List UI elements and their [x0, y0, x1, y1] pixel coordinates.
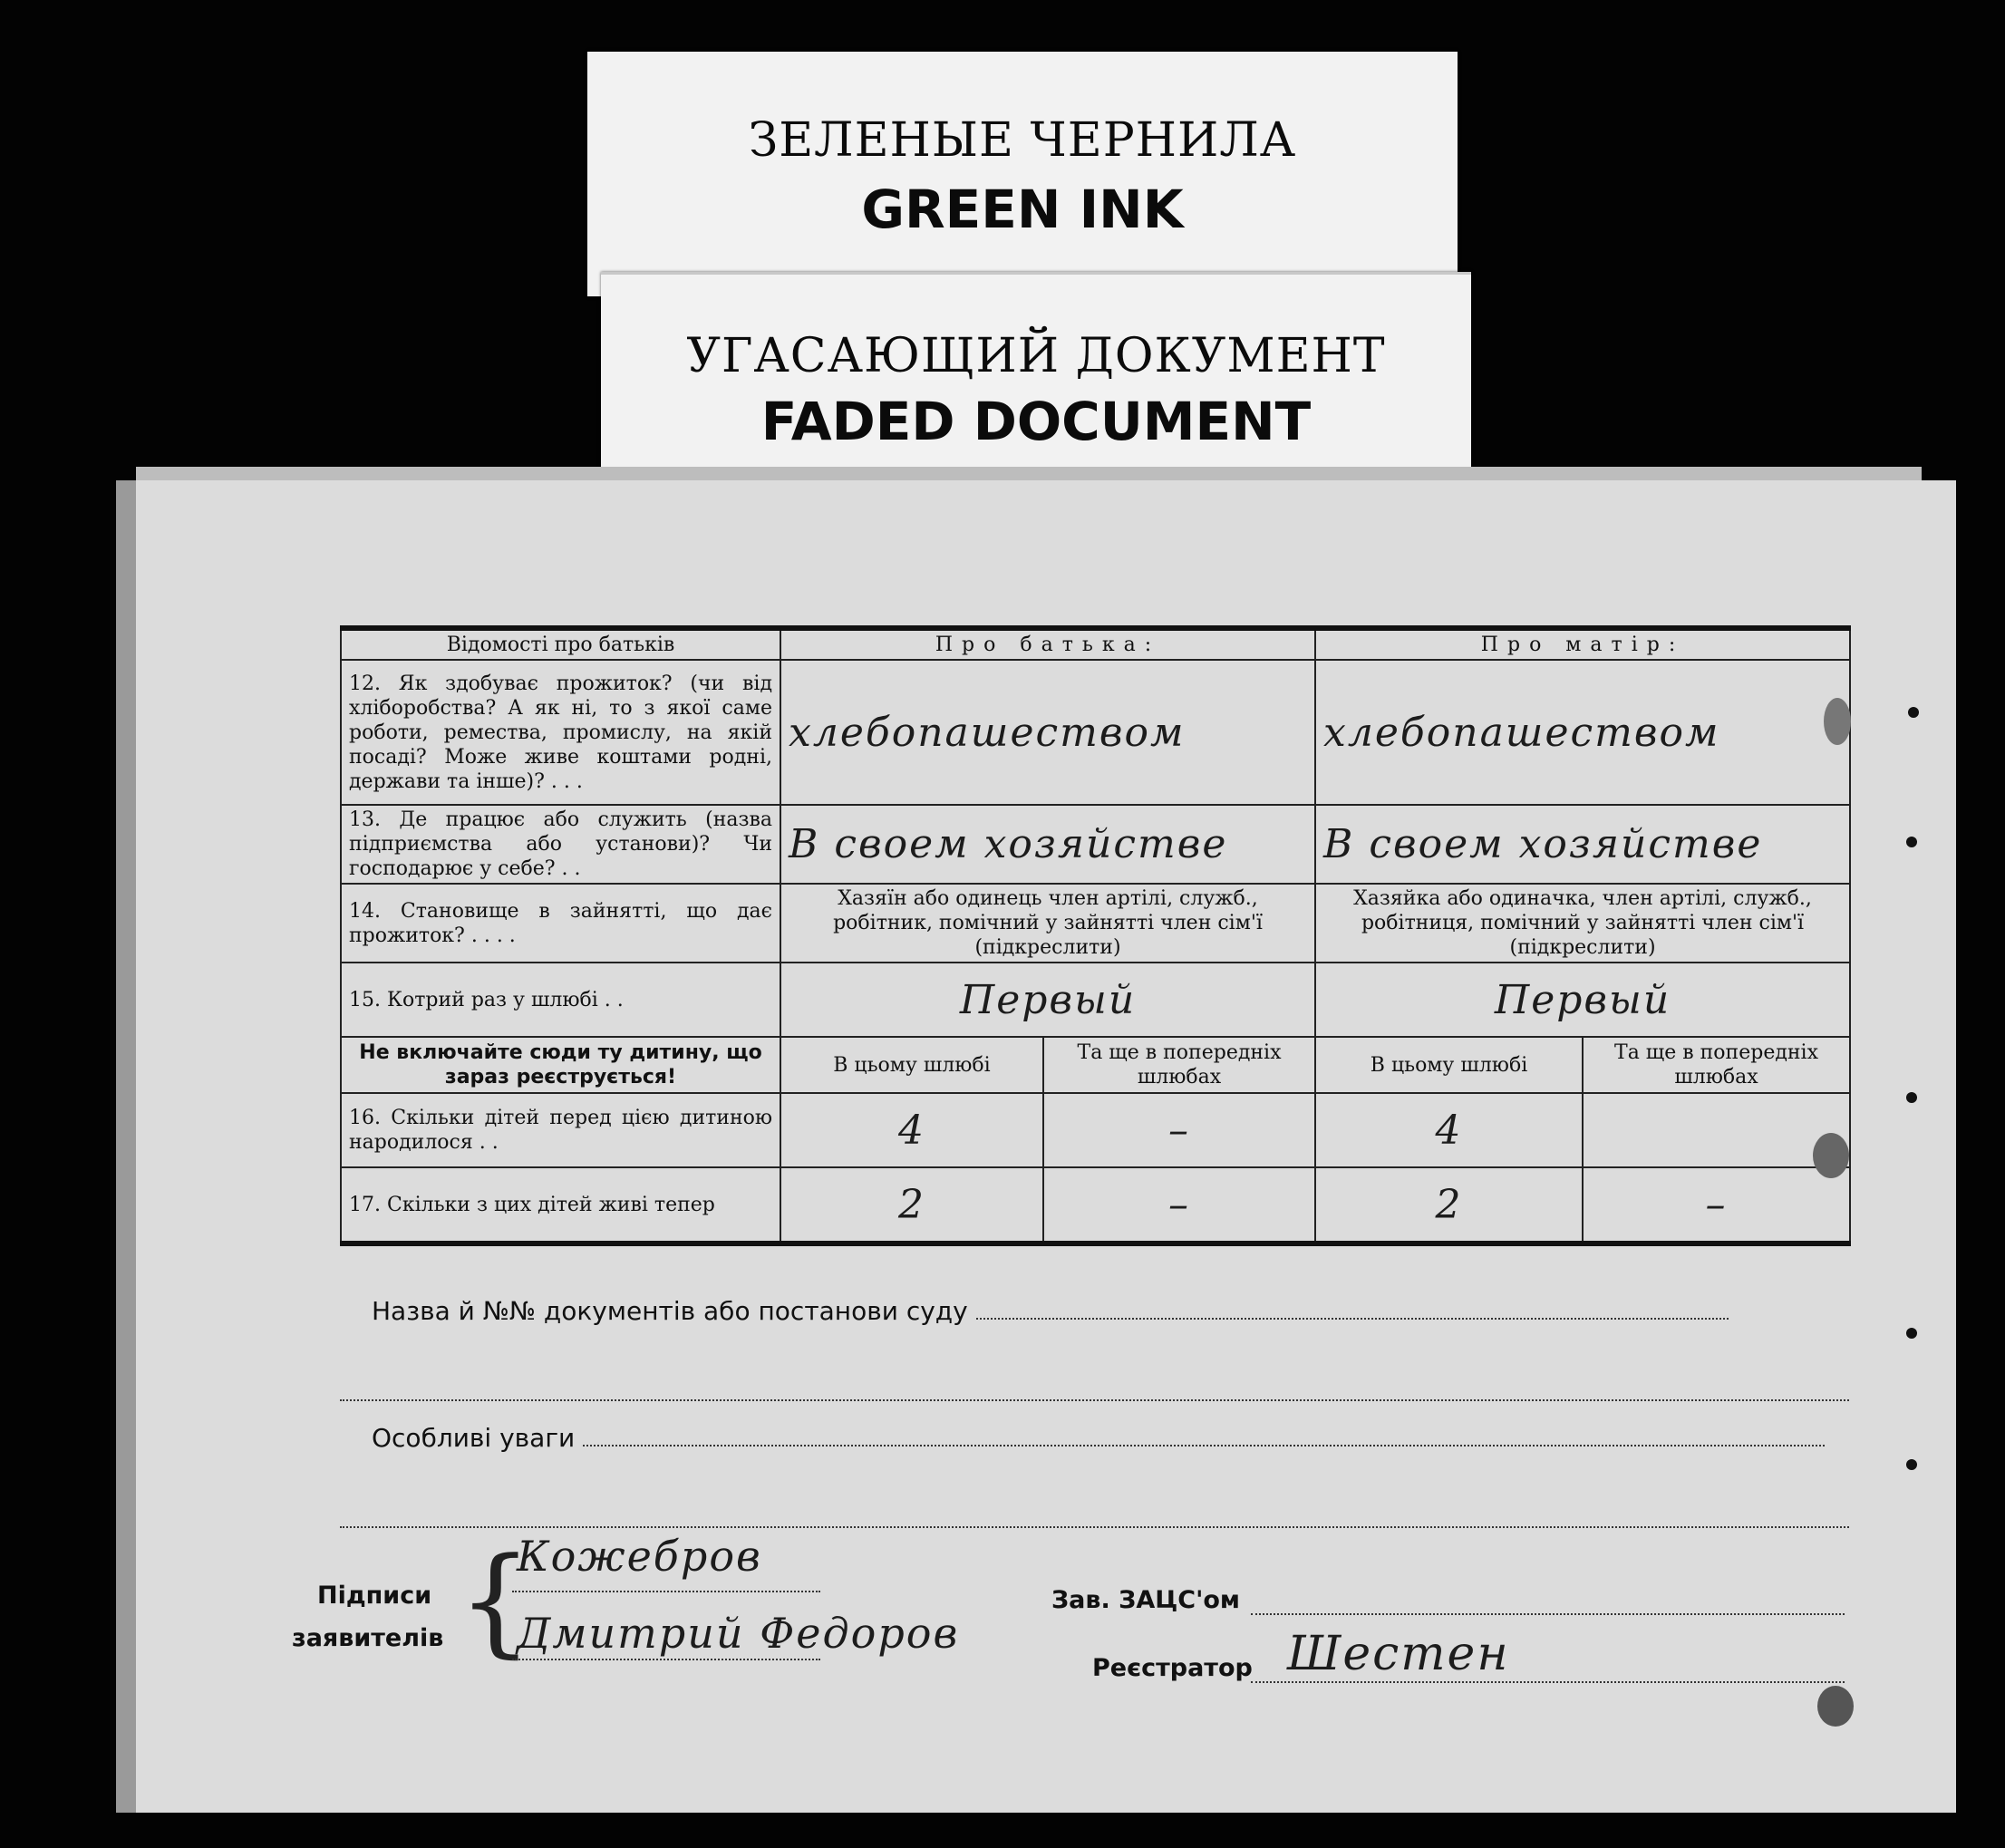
question-15: 15. Котрий раз у шлюбі . .: [341, 963, 780, 1037]
father-children-alive-this: 2: [780, 1167, 1043, 1243]
documents-field: [317, 1296, 1858, 1326]
registry-head-dotted-line: [1251, 1613, 1845, 1615]
mother-workplace: В своем хозяйстве: [1315, 805, 1850, 884]
mother-children-born-this: 4: [1315, 1093, 1583, 1167]
registration-form-page: [116, 480, 1956, 1813]
father-income-source: хлебопашеством: [780, 660, 1315, 805]
dotted-line: [340, 1526, 1849, 1528]
father-workplace: В своем хозяйстве: [780, 805, 1315, 884]
father-this-marriage-header: В цьому шлюбі: [780, 1037, 1043, 1093]
mother-children-alive-prev: –: [1583, 1167, 1850, 1243]
applicants-signatures-label-1: Підписи: [317, 1582, 432, 1610]
registrar-signature: Шестен: [1287, 1627, 1510, 1681]
remarks-dotted-line: [583, 1445, 1825, 1446]
question-14: 14. Становище в зайнятті, що дає прожиток? . . . .: [341, 884, 780, 963]
remarks-label: Особливі уваги: [372, 1423, 576, 1453]
mother-children-alive-this: 2: [1315, 1167, 1583, 1243]
header-mother: Про матір:: [1315, 628, 1850, 660]
green-ink-label-en: GREEN INK: [861, 179, 1184, 240]
mother-occupation-status: Хазяйка або одиначка, член артілі, служб., робітниця, помічний у зайнятті член сім'ї (підкреслити): [1315, 884, 1850, 963]
table-row: [341, 963, 1850, 1037]
applicants-signatures-label-2: заявителів: [292, 1624, 444, 1652]
question-16: 16. Скільки дітей перед цією дитиною народилося . .: [341, 1093, 780, 1167]
mother-children-born-prev: [1583, 1093, 1850, 1167]
table-row: [341, 1167, 1850, 1243]
binding-hole: [1824, 698, 1851, 745]
table-row: [341, 660, 1850, 805]
parents-info-table: [340, 625, 1851, 1246]
table-row: [341, 805, 1850, 884]
dotted-line: [340, 1399, 1849, 1401]
header-father: Про батька:: [780, 628, 1315, 660]
table-row: [341, 1093, 1850, 1167]
father-children-born-prev: –: [1043, 1093, 1315, 1167]
applicant-1-dotted-line: [512, 1591, 820, 1592]
signatures-brace: {: [458, 1532, 533, 1669]
mother-this-marriage-header: В цьому шлюбі: [1315, 1037, 1583, 1093]
binding-hole: [1906, 1092, 1917, 1103]
remarks-field: [317, 1423, 1858, 1453]
question-17: 17. Скільки з цих дітей живі тепер: [341, 1167, 780, 1243]
mother-marriage-count: Первый: [1315, 963, 1850, 1037]
applicant-signature-2: Дмитрий Федоров: [517, 1609, 960, 1658]
remarks-second-line: [317, 1505, 1858, 1534]
father-marriage-count: Первый: [780, 963, 1315, 1037]
exclude-child-note: Не включайте сюди ту дитину, що зараз реєструється!: [341, 1037, 780, 1093]
documents-second-line: [317, 1378, 1858, 1408]
father-previous-marriages-header: Та ще в попередніх шлюбах: [1043, 1037, 1315, 1093]
question-12: 12. Як здобуває прожиток? (чи від хліборобства? А як ні, то з якої саме роботи, ремества, промислу, на якій посаді? Може живе коштами родні, держави та інше)? . . .: [341, 660, 780, 805]
mother-previous-marriages-header: Та ще в попередніх шлюбах: [1583, 1037, 1850, 1093]
binding-hole: [1813, 1133, 1849, 1178]
green-ink-label-ru: ЗЕЛЕНЫЕ ЧЕРНИЛА: [748, 113, 1297, 168]
green-ink-label-card: [587, 52, 1458, 296]
registrar-dotted-line: [1251, 1681, 1845, 1683]
table-subheader-row: [341, 1037, 1850, 1093]
mother-income-source: хлебопашеством: [1315, 660, 1850, 805]
faded-document-label-en: FADED DOCUMENT: [760, 391, 1312, 452]
father-children-alive-prev: –: [1043, 1167, 1315, 1243]
binding-hole: [1906, 837, 1917, 847]
binding-hole: [1817, 1686, 1854, 1727]
binding-hole: [1908, 707, 1919, 718]
registry-head-label: Зав. ЗАЦС'ом: [1051, 1586, 1240, 1614]
registrar-label: Реєстратор: [1092, 1654, 1253, 1682]
documents-dotted-line: [976, 1318, 1729, 1320]
header-parents-info: Відомості про батьків: [341, 628, 780, 660]
applicant-2-dotted-line: [512, 1659, 820, 1660]
table-row: [341, 884, 1850, 963]
faded-document-label-ru: УГАСАЮЩИЙ ДОКУМЕНТ: [686, 329, 1386, 383]
binding-hole: [1906, 1328, 1917, 1339]
documents-label: Назва й №№ документів або постанови суду: [372, 1296, 968, 1326]
applicant-signature-1: Кожебров: [517, 1532, 762, 1581]
father-occupation-status: Хазяїн або одинець член артілі, служб., робітник, помічний у зайнятті член сім'ї (підкреслити): [780, 884, 1315, 963]
faded-document-label-card: [601, 272, 1471, 488]
question-13: 13. Де працює або служить (назва підприємства або установи)? Чи господарює у себе? . .: [341, 805, 780, 884]
binding-hole: [1906, 1459, 1917, 1470]
father-children-born-this: 4: [780, 1093, 1043, 1167]
table-header-row: [341, 628, 1850, 660]
